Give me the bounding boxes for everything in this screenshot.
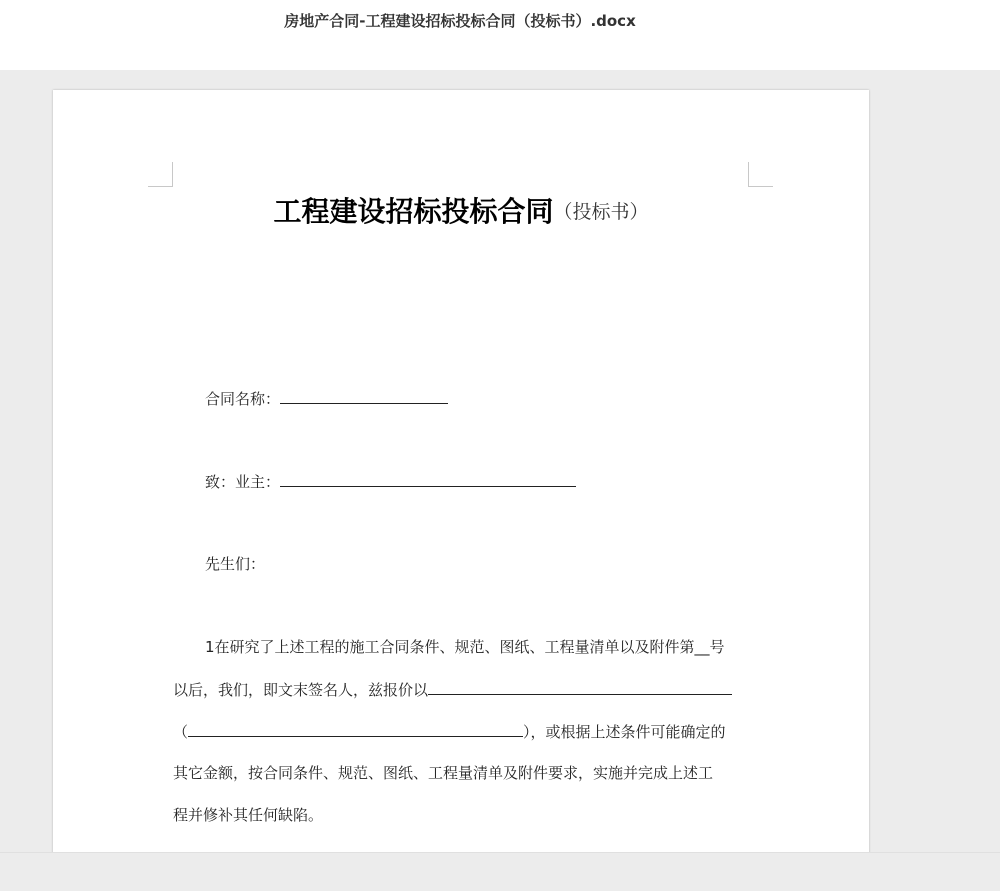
title-bar	[0, 0, 1000, 70]
bottom-bar	[0, 852, 1000, 891]
contract-name-line	[205, 387, 448, 409]
para1-line2-text: 以后，我们，即文末签名人，兹报价以	[173, 681, 429, 699]
greeting: 先生们：	[205, 555, 266, 573]
contract-name-label: 合同名称：	[205, 390, 281, 408]
owner-blank	[280, 470, 576, 487]
document-page	[53, 90, 869, 890]
para1-line1	[205, 636, 749, 657]
para1-line5: 程并修补其任何缺陷。	[173, 806, 324, 824]
para1-line1-text: 1在研究了上述工程的施工合同条件、规范、图纸、工程量清单以及附件第__号	[205, 638, 725, 656]
contract-name-blank	[280, 387, 448, 404]
document-title: 房地产合同-工程建设招标投标合同（投标书）.docx	[284, 12, 636, 30]
para1-line3-close: ），或根据上述条件可能确定的	[523, 723, 726, 741]
document-viewer[interactable]	[0, 70, 1000, 852]
heading-sub: （投标书）	[553, 201, 649, 223]
owner-label: 致：业主：	[205, 473, 281, 491]
margin-corner-top-left	[148, 162, 173, 187]
margin-corner-top-right	[748, 162, 773, 187]
price-blank	[428, 678, 732, 695]
owner-line	[205, 470, 576, 492]
document-heading	[53, 190, 869, 230]
para1-line3-open: （	[173, 723, 189, 741]
para1-line4: 其它金额，按合同条件、规范、图纸、工程量清单及附件要求，实施并完成上述工	[173, 764, 714, 782]
para1-line3	[173, 720, 726, 742]
heading-main: 工程建设招标投标合同	[273, 195, 554, 228]
price-words-blank	[188, 720, 523, 737]
para1-line2	[173, 678, 732, 700]
